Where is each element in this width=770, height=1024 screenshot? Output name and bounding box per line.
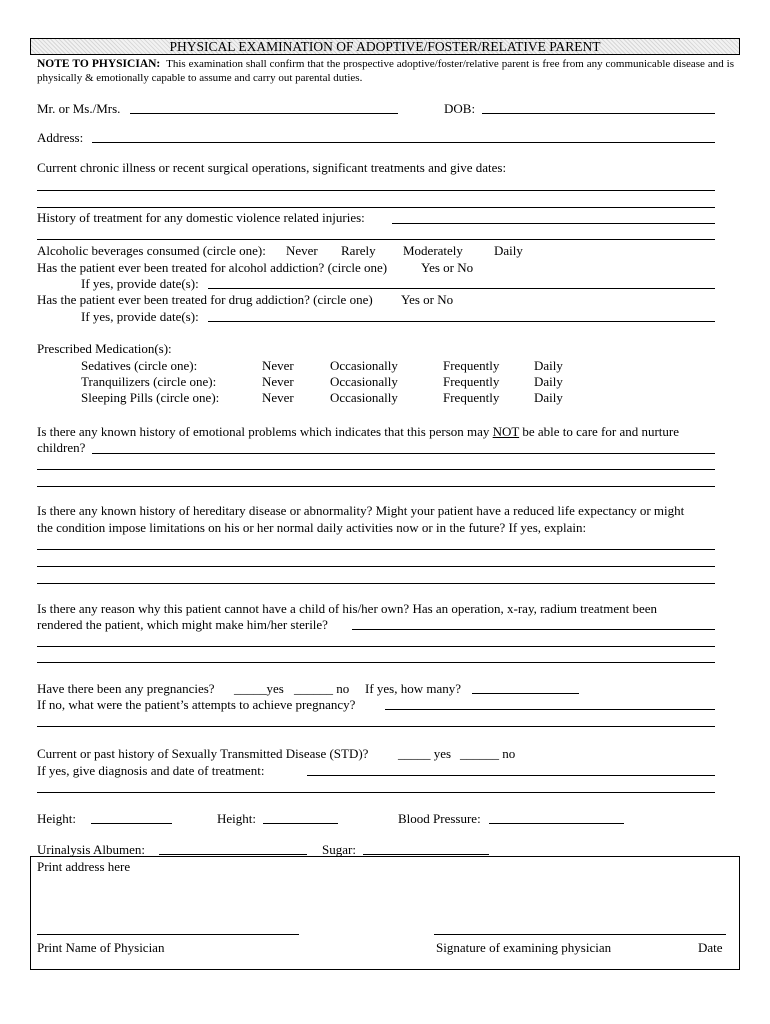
sleeping-pills-option-frequently[interactable]: Frequently [443,390,500,405]
domestic-violence-field-1[interactable] [392,223,715,224]
drug-dates-label: If yes, provide date(s): [81,309,199,324]
address-field[interactable] [92,142,715,143]
std-no[interactable]: ______ no [460,746,516,761]
hereditary-question-1: Is there any known history of hereditary disease or abnormality? Might your patient have a reduced life expectancy or might [37,503,685,518]
hereditary-field-2[interactable] [37,566,715,567]
std-diagnosis-field-2[interactable] [37,792,715,793]
note-text: This examination shall confirm that the prospective adoptive/foster/relative parent is free from any communicable disease and is physically & emotionally capable to assume and carry out parental duties. [37,58,735,84]
tranquilizers-label: Tranquilizers (circle one): [81,374,217,389]
dob-label: DOB: [444,101,476,116]
drug-dates-field[interactable] [208,321,715,322]
sedatives-option-occasionally[interactable]: Occasionally [330,358,398,373]
alcohol-yes-or-no[interactable]: Yes or No [421,260,474,275]
height-field-2[interactable] [263,823,338,824]
note-label: NOTE TO PHYSICIAN: [37,58,161,70]
physician-signature-field[interactable] [434,934,726,935]
emotional-question-post: be able to care for and nurture [519,424,680,439]
sterile-question-2: rendered the patient, which might make him/her sterile? [37,617,328,632]
dob-field[interactable] [482,113,715,114]
urinalysis-albumen-label: Urinalysis Albumen: [37,842,145,857]
emotional-question-not: NOT [492,424,520,439]
pregnancy-yes[interactable]: _____yes [234,681,284,696]
physician-note [37,57,734,85]
form-title: PHYSICAL EXAMINATION OF ADOPTIVE/FOSTER/RELATIVE PARENT [30,38,740,55]
alcohol-option-moderately[interactable]: Moderately [403,243,463,258]
chronic-illness-field-1[interactable] [37,190,715,191]
print-name-label: Print Name of Physician [37,940,165,955]
tranquilizers-option-never[interactable]: Never [262,374,294,389]
alcohol-question: Alcoholic beverages consumed (circle one): [37,243,266,258]
alcohol-option-daily[interactable]: Daily [494,243,523,258]
drug-addiction-question: Has the patient ever been treated for drug addiction? (circle one) [37,292,373,307]
domestic-violence-field-2[interactable] [37,239,715,240]
emotional-field-3[interactable] [37,486,715,487]
sleeping-pills-label: Sleeping Pills (circle one): [81,390,220,405]
drug-yes-or-no[interactable]: Yes or No [401,292,454,307]
alcohol-dates-label: If yes, provide date(s): [81,276,199,291]
sterile-question-1: Is there any reason why this patient cannot have a child of his/her own? Has an operation, x-ray, radium treatment been [37,601,658,616]
address-label: Address: [37,130,84,145]
std-diagnosis-label: If yes, give diagnosis and date of treatment: [37,763,265,778]
sedatives-option-never[interactable]: Never [262,358,294,373]
signature-label: Signature of examining physician [436,940,612,955]
chronic-illness-label: Current chronic illness or recent surgical operations, significant treatments and give dates: [37,160,507,175]
sedatives-option-daily[interactable]: Daily [534,358,563,373]
pregnancy-question: Have there been any pregnancies? [37,681,215,696]
std-yes[interactable]: _____ yes [398,746,452,761]
blood-pressure-label: Blood Pressure: [398,811,481,826]
blood-pressure-field[interactable] [489,823,624,824]
physician-name-field[interactable] [37,934,299,935]
height-field-1[interactable] [91,823,172,824]
alcohol-option-never[interactable]: Never [286,243,318,258]
date-label: Date [698,940,723,955]
pregnancy-how-many-label: If yes, how many? [365,681,462,696]
urinalysis-albumen-field[interactable] [159,854,307,855]
sterile-field-2[interactable] [37,646,715,647]
hereditary-question-2: the condition impose limitations on his or her normal daily activities now or in the future? If yes, explain: [37,520,587,535]
sterile-field-3[interactable] [37,662,715,663]
hereditary-field-1[interactable] [37,549,715,550]
pregnancy-how-many-field[interactable] [472,693,579,694]
std-question: Current or past history of Sexually Transmitted Disease (STD)? [37,746,369,761]
emotional-field-1[interactable] [92,453,715,454]
sleeping-pills-option-occasionally[interactable]: Occasionally [330,390,398,405]
tranquilizers-option-frequently[interactable]: Frequently [443,374,500,389]
sugar-label: Sugar: [322,842,356,857]
tranquilizers-option-daily[interactable]: Daily [534,374,563,389]
alcohol-dates-field[interactable] [208,288,715,289]
emotional-question-pre: Is there any known history of emotional problems which indicates that this person may [37,424,493,439]
alcohol-addiction-question: Has the patient ever been treated for alcohol addiction? (circle one) [37,260,388,275]
emotional-field-2[interactable] [37,469,715,470]
hereditary-field-3[interactable] [37,583,715,584]
domestic-violence-label: History of treatment for any domestic violence related injuries: [37,210,365,225]
tranquilizers-option-occasionally[interactable]: Occasionally [330,374,398,389]
sleeping-pills-option-never[interactable]: Never [262,390,294,405]
std-diagnosis-field-1[interactable] [307,775,715,776]
height-label-2: Height: [217,811,256,826]
sugar-field[interactable] [363,854,489,855]
emotional-question-children: children? [37,440,86,455]
name-field[interactable] [130,113,398,114]
sterile-field-1[interactable] [352,629,715,630]
sedatives-option-frequently[interactable]: Frequently [443,358,500,373]
height-label-1: Height: [37,811,76,826]
pregnancy-attempts-field-2[interactable] [37,726,715,727]
sleeping-pills-option-daily[interactable]: Daily [534,390,563,405]
pregnancy-no[interactable]: ______ no [294,681,350,696]
chronic-illness-field-2[interactable] [37,207,715,208]
print-address-label: Print address here [37,859,131,874]
emotional-question [37,424,679,439]
sedatives-label: Sedatives (circle one): [81,358,198,373]
name-label: Mr. or Ms./Mrs. [37,101,121,116]
pregnancy-attempts-field-1[interactable] [385,709,715,710]
pregnancy-attempts-label: If no, what were the patient’s attempts to achieve pregnancy? [37,697,356,712]
alcohol-option-rarely[interactable]: Rarely [341,243,376,258]
medications-heading: Prescribed Medication(s): [37,341,172,356]
